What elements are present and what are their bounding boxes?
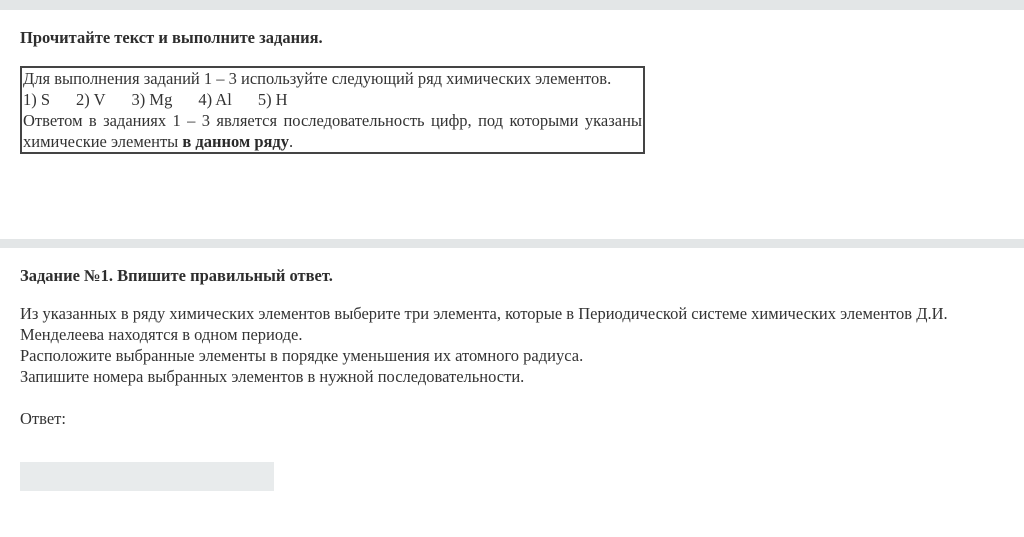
element-item-2: 2) V [76,90,106,109]
answer-note-text: Ответом в заданиях 1 – 3 является последовательность цифр, под которыми указаны химические элементы [23,111,642,151]
element-item-4: 4) Al [198,90,232,109]
answer-note-end: . [289,132,294,151]
element-item-1: 1) S [23,90,51,109]
task-body [20,303,1010,387]
task-line-1: Из указанных в ряду химических элементов выберите три элемента, которые в Периодической системе химических элементов Д.И. Менделеева находятся в одном периоде. [20,304,948,344]
middle-separator-band [0,239,1024,248]
info-line-1: Для выполнения заданий 1 – 3 используйте следующий ряд химических элементов. [23,69,612,88]
top-separator-band [0,0,1024,10]
task-line-3: Запишите номера выбранных элементов в нужной последовательности. [20,367,525,386]
task-line-2: Расположите выбранные элементы в порядке уменьшения их атомного радиуса. [20,346,584,365]
intro-heading: Прочитайте текст и выполните задания. [20,28,323,47]
element-item-5: 5) H [257,90,288,109]
answer-label: Ответ: [20,409,66,428]
elements-row [22,89,643,110]
info-box [20,66,645,154]
element-item-3: 3) Mg [131,90,173,109]
answer-note [22,110,643,152]
answer-input[interactable] [20,462,274,491]
task-heading: Задание №1. Впишите правильный ответ. [20,266,333,285]
answer-note-emphasis: в данном ряду [182,132,290,151]
